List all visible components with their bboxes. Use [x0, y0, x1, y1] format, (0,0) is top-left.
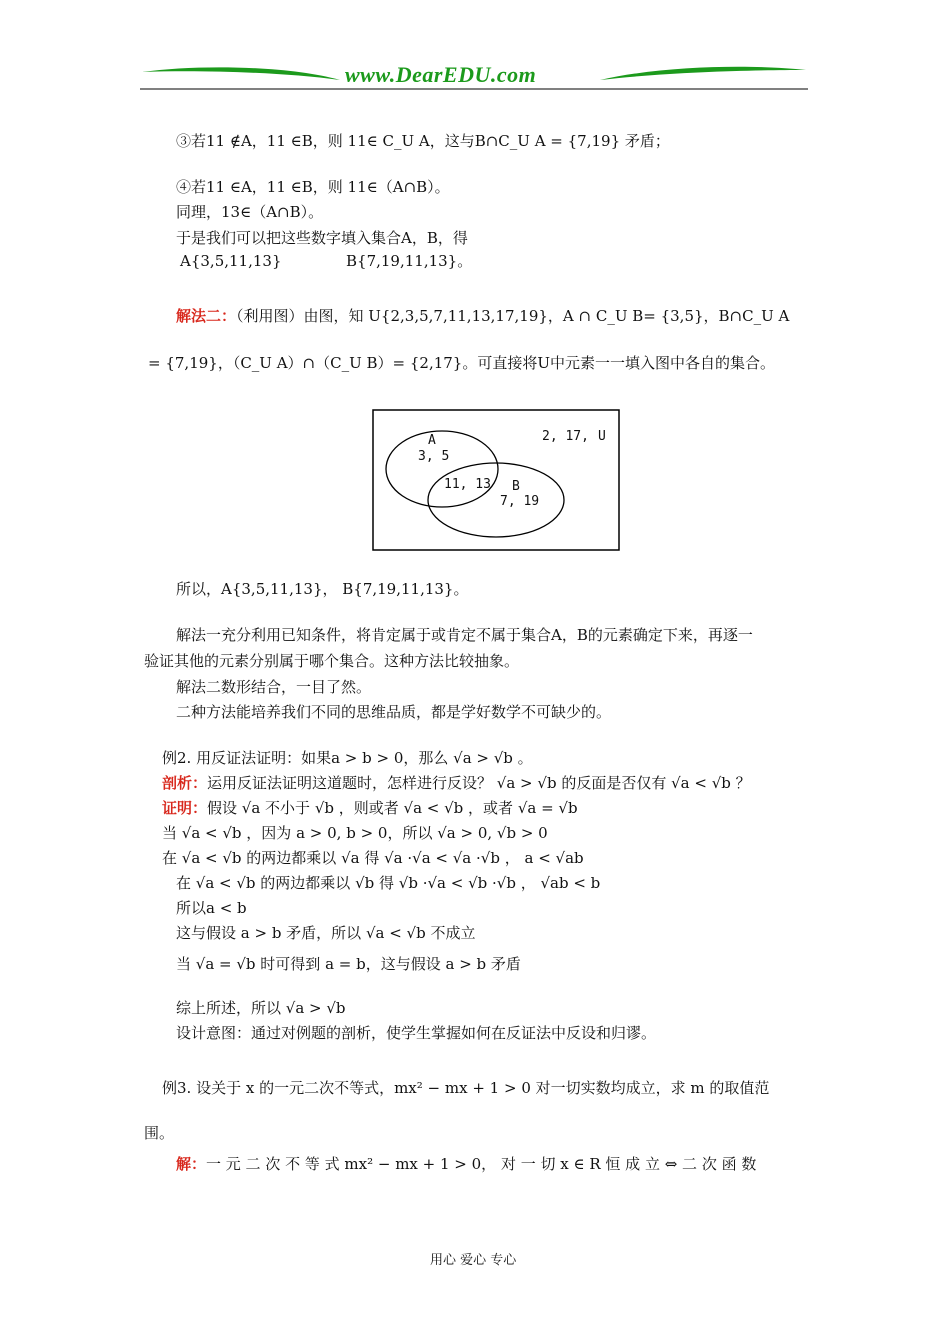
method-two-label: 解法二： [176, 307, 237, 325]
analysis-text: 运用反证法证明这道题时，怎样进行反设？ √a > √b 的反面是否仅有 √a < √b ？ [207, 774, 751, 792]
design-intent: 设计意图：通过对例题的剖析，使学生掌握如何在反证法中反设和归谬。 [176, 1024, 657, 1042]
solution-label: 解： [176, 1155, 207, 1173]
proof-text: 假设 √a 不小于 √b ，则或者 √a < √b ，或者 √a = √b [207, 799, 578, 817]
set-b-result: B{7,19,11,13}。 [346, 252, 473, 270]
proof-step-6: 当 √a = √b 时可得到 a = b，这与假设 a > b 矛盾 [176, 955, 521, 973]
line-fill-in: 于是我们可以把这些数字填入集合A，B，得 [176, 229, 468, 247]
venn-diagram [372, 409, 620, 551]
line-complements: = {7,19}，（C_U A）∩（C_U B）= {2,17}。可直接将U中元素一一填入图中各自的集合。 [148, 354, 775, 372]
line-case-4: ④若11 ∈A，11 ∈B，则 11∈（A∩B）。 [176, 178, 450, 196]
line-case-3: ③若11 ∉A，11 ∈B，则 11∈ C_U A，这与B∩C_U A = {7,19} 矛盾； [176, 132, 670, 150]
line-therefore-sets: 所以，A{3,5,11,13}， B{7,19,11,13}。 [176, 580, 469, 598]
venn-items-b: 7, 19 [500, 494, 540, 509]
example-3-line-2: 围。 [144, 1124, 175, 1142]
venn-items-ab: 11, 13 [444, 477, 491, 492]
para-method-two: 解法二数形结合，一目了然。 [176, 678, 372, 696]
venn-items-outside: 2, 17, [542, 429, 589, 444]
proof-step-2: 在 √a < √b 的两边都乘以 √a 得 √a ·√a < √a ·√b ， a < √ab [162, 849, 584, 867]
analysis-label: 剖析： [162, 774, 208, 792]
proof-step-4: 所以a < b [176, 899, 247, 917]
venn-label-u: U [598, 429, 606, 444]
para-method-one-b: 验证其他的元素分别属于哪个集合。这种方法比较抽象。 [144, 652, 520, 670]
analysis-line [162, 772, 751, 794]
example-3-line-1: 例3. 设关于 x 的一元二次不等式，mx² − mx + 1 > 0 对一切实数均成立，求 m 的取值范 [162, 1079, 770, 1097]
method-two-line [176, 305, 789, 327]
proof-label: 证明： [162, 799, 208, 817]
proof-conclusion: 综上所述，所以 √a > √b [176, 999, 346, 1017]
line-similarly: 同理，13∈（A∩B）。 [176, 203, 324, 221]
proof-step-5: 这与假设 a > b 矛盾，所以 √a < √b 不成立 [176, 924, 476, 942]
proof-line [162, 797, 578, 819]
venn-label-b: B [512, 479, 520, 494]
venn-label-a: A [428, 433, 436, 448]
set-a-result: A{3,5,11,13} [180, 252, 282, 270]
solution-text: 一 元 二 次 不 等 式 mx² − mx + 1 > 0， 对 一 切 x ∈ R 恒 成 立 ⇔ 二 次 函 数 [206, 1155, 757, 1173]
proof-step-3: 在 √a < √b 的两边都乘以 √b 得 √b ·√a < √b ·√b ， √ab < b [176, 874, 601, 892]
method-two-text: （利用图）由图，知 U{2,3,5,7,11,13,17,19}，A ∩ C_U B= {3,5}，B∩C_U A [236, 307, 790, 325]
proof-step-1: 当 √a < √b ，因为 a > 0, b > 0，所以 √a > 0, √b > 0 [162, 824, 548, 842]
example-2-title: 例2. 用反证法证明：如果a > b > 0，那么 √a > √b 。 [162, 749, 533, 767]
para-method-one-a: 解法一充分利用已知条件，将肯定属于或肯定不属于集合A，B的元素确定下来，再逐一 [176, 626, 753, 644]
para-two-methods: 二种方法能培养我们不同的思维品质，都是学好数学不可缺少的。 [176, 703, 612, 721]
solution-line [176, 1153, 756, 1175]
page-footer: 用心 爱心 专心 [430, 1253, 517, 1268]
venn-items-a: 3, 5 [418, 449, 450, 464]
page-header [140, 58, 808, 92]
site-title: www.DearEDU.com [345, 62, 537, 87]
